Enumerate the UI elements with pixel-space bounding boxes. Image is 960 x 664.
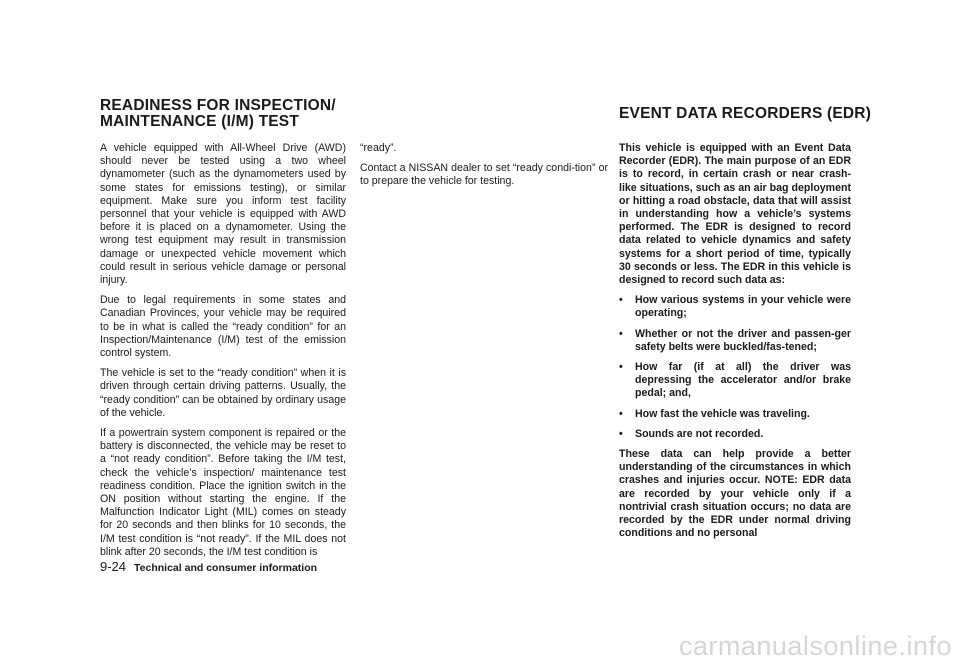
list-item — [619, 361, 851, 401]
paragraph: Due to legal requirements in some states and Canadian Provinces, your vehicle may be required to be in what is called the “ready condition” for an Inspection/Maintenance (I/M) test of the emission control system. — [100, 294, 346, 360]
paragraph: “ready”. — [360, 142, 397, 154]
edr-data-list — [619, 294, 851, 441]
readiness-text-column — [100, 142, 346, 566]
edr-intro-paragraph: This vehicle is equipped with an Event Data Recorder (EDR). The main purpose of an EDR is to record, in certain crash or near crash-like situations, such as an air bag deployment or hitting a road obstacle, data that will assist in understanding how a vehicle’s systems performed. The EDR is designed to record data related to vehicle dynamics and safety systems for a short period of time, typically 30 seconds or less. The EDR in this vehicle is designed to record such data as: — [619, 142, 851, 287]
list-item — [619, 408, 851, 421]
watermark: carmanualsonline.info — [678, 631, 952, 661]
section-title-edr: EVENT DATA RECORDERS (EDR) — [619, 105, 872, 122]
bullet-icon: • — [619, 361, 623, 374]
list-item-text: How fast the vehicle was traveling. — [635, 407, 810, 420]
bullet-icon: • — [619, 294, 623, 307]
list-item-text: Sounds are not recorded. — [635, 427, 764, 440]
list-item — [619, 428, 851, 441]
bullet-icon: • — [619, 407, 623, 420]
paragraph: A vehicle equipped with All-Wheel Drive (AWD) should never be tested using a two wheel dynamometer (such as the dynamometers used by some states for emissions testing), or similar equipment. Make sure you inform test facility personnel that your vehicle is equipped with AWD before it is placed on a dynamometer. Using the wrong test equipment may result in transmission damage or unexpected vehicle movement which could result in serious vehicle damage or personal injury. — [100, 142, 346, 287]
readiness-continued-column — [360, 142, 608, 196]
page-footer — [100, 559, 317, 574]
paragraph: The vehicle is set to the “ready condition” when it is driven through certain driving patterns. Usually, the “ready condition” can be obtained by ordinary usage of the vehicle. — [100, 367, 346, 419]
edr-closing-paragraph: These data can help provide a better understanding of the circumstances in which crashes and injuries occur. NOTE: EDR data are recorded by your vehicle only if a nontrivial crash situation occurs; no data are recorded by the EDR under normal driving conditions and no personal — [619, 448, 851, 540]
footer-section-name: Technical and consumer information — [134, 562, 318, 574]
edr-text-column — [619, 142, 851, 547]
list-item-text: How various systems in your vehicle were operating; — [635, 294, 851, 320]
section-title-readiness: READINESS FOR INSPECTION/ MAINTENANCE (I/M) TEST — [100, 97, 336, 130]
paragraph: Contact a NISSAN dealer to set “ready condi-tion” or to prepare the vehicle for testing. — [360, 162, 608, 188]
list-item-text: Whether or not the driver and passen-ger safety belts were buckled/fas-tened; — [635, 327, 851, 353]
list-item-text: How far (if at all) the driver was depressing the accelerator and/or brake pedal; and, — [635, 361, 851, 400]
page-number: 9-24 — [100, 559, 127, 574]
bullet-icon: • — [619, 427, 623, 440]
bullet-icon: • — [619, 327, 623, 340]
paragraph: If a powertrain system component is repaired or the battery is disconnected, the vehicle may be reset to a “not ready condition”. Before taking the I/M test, check the vehicle’s inspection/ maintenance test readiness condition. Place the ignition switch in the ON position without starting the engine. If the Malfunction Indicator Light (MIL) comes on steady for 20 seconds and then blinks for 10 seconds, the I/M test condition is “not ready”. If the MIL does not blink after 20 seconds, the I/M test condition is — [100, 427, 346, 558]
list-item — [619, 328, 851, 354]
list-item — [619, 294, 851, 320]
